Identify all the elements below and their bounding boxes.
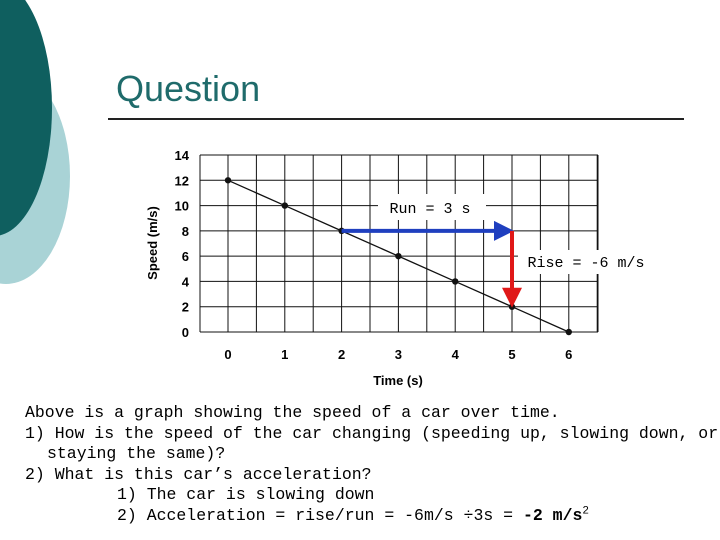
data-point: [225, 177, 231, 183]
y-tick-label: 10: [174, 198, 189, 214]
answer-2-prefix: 2) Acceleration = rise/run = -6m/s ÷3s =: [117, 505, 523, 525]
data-point: [282, 202, 288, 208]
y-axis-label: Speed (m/s): [145, 206, 160, 280]
question-1-continued: staying the same)?: [47, 444, 226, 463]
x-tick-label: 5: [508, 347, 516, 362]
rise-label: Rise = -6 m/s: [527, 255, 645, 272]
question-text: [25, 403, 719, 526]
answer-2-exponent: 2: [582, 505, 589, 517]
intro-line: Above is a graph showing the speed of a car over time.: [25, 403, 560, 422]
x-tick-label: 3: [394, 347, 403, 362]
x-tick-label: 4: [451, 347, 459, 362]
x-tick-label: 2: [337, 347, 346, 362]
data-point: [395, 253, 401, 259]
y-tick-label: 6: [181, 249, 189, 265]
y-tick-label: 2: [181, 299, 189, 315]
x-tick-label: 1: [281, 347, 289, 362]
slide-title: Question: [116, 68, 261, 109]
question-2-line: 2) What is this car’s acceleration?: [25, 464, 372, 484]
x-axis-label: Time (s): [373, 373, 423, 388]
x-tick-label: 6: [565, 347, 573, 362]
y-tick-label: 0: [181, 325, 189, 340]
data-point: [509, 304, 515, 310]
y-tick-label: 4: [181, 274, 189, 290]
y-tick-label: 12: [174, 173, 189, 189]
question-1-line: 1) How is the speed of the car changing (speeding up, slowing down, or: [25, 423, 719, 443]
y-tick-label: 14: [174, 148, 189, 163]
data-point: [452, 278, 458, 284]
x-tick-label: 0: [224, 347, 232, 362]
answer-1-line: 1) The car is slowing down: [117, 485, 375, 504]
answer-2-line: [25, 506, 705, 527]
y-tick-label: 8: [181, 223, 189, 239]
data-point: [566, 329, 572, 335]
run-label: Run = 3 s: [389, 201, 471, 218]
answer-2-value: -2 m/s: [522, 505, 583, 525]
